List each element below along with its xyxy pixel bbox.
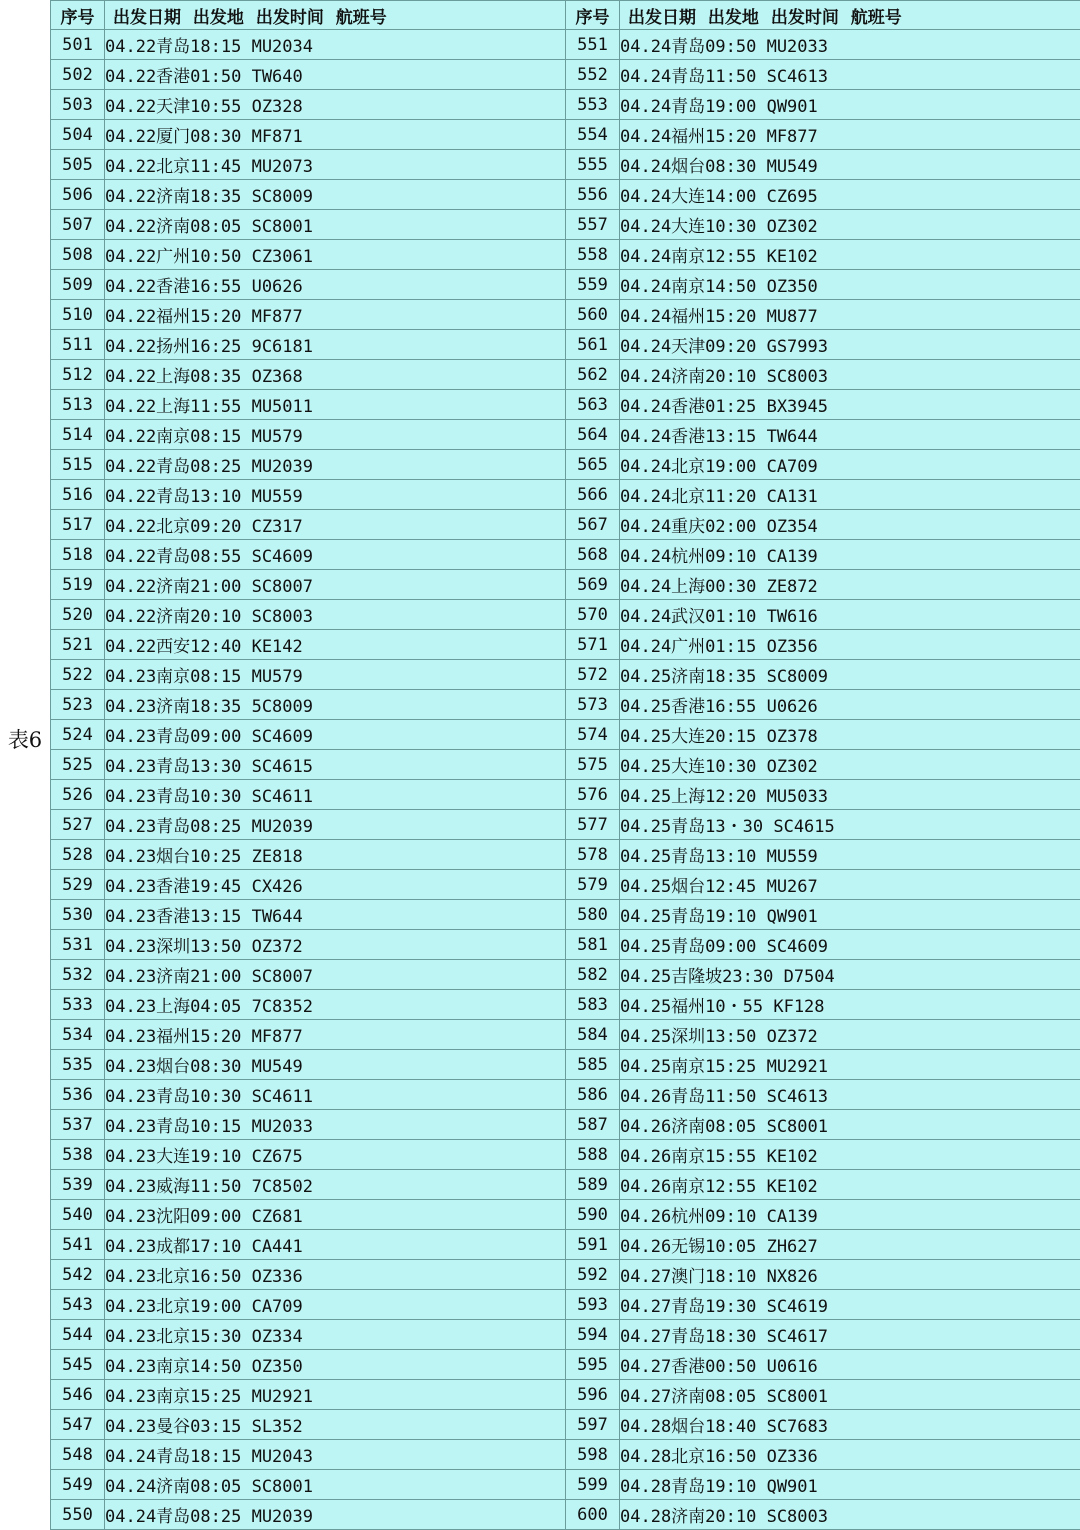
row-number-cell: 527 — [51, 810, 105, 840]
flight-info-cell: 04.26南京12:55 KE102 — [620, 1170, 1080, 1200]
row-number-cell: 581 — [566, 930, 620, 960]
row-number-cell: 533 — [51, 990, 105, 1020]
table-row — [51, 150, 1080, 180]
row-number-cell: 554 — [566, 120, 620, 150]
flight-info-cell: 04.23青岛08:25 MU2039 — [105, 810, 566, 840]
flight-info-cell: 04.27青岛18:30 SC4617 — [620, 1320, 1080, 1350]
table-row — [51, 1440, 1080, 1470]
row-number-cell: 516 — [51, 480, 105, 510]
row-number-cell: 526 — [51, 780, 105, 810]
row-number-cell: 555 — [566, 150, 620, 180]
flight-info-cell: 04.24武汉01:10 TW616 — [620, 600, 1080, 630]
flight-info-cell: 04.24南京14:50 OZ350 — [620, 270, 1080, 300]
table-row — [51, 1080, 1080, 1110]
table-row — [51, 330, 1080, 360]
table-row — [51, 1500, 1080, 1530]
table-row — [51, 1350, 1080, 1380]
row-number-cell: 513 — [51, 390, 105, 420]
row-number-cell: 530 — [51, 900, 105, 930]
table-row — [51, 480, 1080, 510]
flight-info-cell: 04.24大连14:00 CZ695 — [620, 180, 1080, 210]
row-number-cell: 512 — [51, 360, 105, 390]
flight-info-cell: 04.24重庆02:00 OZ354 — [620, 510, 1080, 540]
row-number-cell: 576 — [566, 780, 620, 810]
row-number-cell: 550 — [51, 1500, 105, 1530]
header-no-right: 序号 — [566, 1, 620, 30]
row-number-cell: 503 — [51, 90, 105, 120]
flight-info-cell: 04.24天津09:20 GS7993 — [620, 330, 1080, 360]
flight-info-cell: 04.24青岛11:50 SC4613 — [620, 60, 1080, 90]
row-number-cell: 531 — [51, 930, 105, 960]
flight-info-cell: 04.25济南18:35 SC8009 — [620, 660, 1080, 690]
table-label: 表6 — [0, 0, 50, 1477]
flight-info-cell: 04.25福州10・55 KF128 — [620, 990, 1080, 1020]
row-number-cell: 505 — [51, 150, 105, 180]
flight-info-cell: 04.27济南08:05 SC8001 — [620, 1380, 1080, 1410]
flight-info-cell: 04.28烟台18:40 SC7683 — [620, 1410, 1080, 1440]
table-row — [51, 1230, 1080, 1260]
flight-info-cell: 04.25青岛19:10 QW901 — [620, 900, 1080, 930]
flight-info-cell: 04.23大连19:10 CZ675 — [105, 1140, 566, 1170]
row-number-cell: 563 — [566, 390, 620, 420]
row-number-cell: 525 — [51, 750, 105, 780]
flight-info-cell: 04.24青岛18:15 MU2043 — [105, 1440, 566, 1470]
row-number-cell: 578 — [566, 840, 620, 870]
table-row — [51, 1200, 1080, 1230]
row-number-cell: 591 — [566, 1230, 620, 1260]
flight-info-cell: 04.25南京15:25 MU2921 — [620, 1050, 1080, 1080]
row-number-cell: 575 — [566, 750, 620, 780]
flight-info-cell: 04.23青岛13:30 SC4615 — [105, 750, 566, 780]
table-row — [51, 1380, 1080, 1410]
row-number-cell: 590 — [566, 1200, 620, 1230]
flight-info-cell: 04.24香港01:25 BX3945 — [620, 390, 1080, 420]
row-number-cell: 583 — [566, 990, 620, 1020]
row-number-cell: 537 — [51, 1110, 105, 1140]
table-row — [51, 780, 1080, 810]
flight-info-cell: 04.23北京16:50 OZ336 — [105, 1260, 566, 1290]
flight-info-cell: 04.24青岛19:00 QW901 — [620, 90, 1080, 120]
flight-info-cell: 04.24福州15:20 MU877 — [620, 300, 1080, 330]
row-number-cell: 577 — [566, 810, 620, 840]
flight-info-cell: 04.23青岛09:00 SC4609 — [105, 720, 566, 750]
table-row — [51, 450, 1080, 480]
row-number-cell: 573 — [566, 690, 620, 720]
flight-info-cell: 04.23烟台10:25 ZE818 — [105, 840, 566, 870]
flight-info-cell: 04.26杭州09:10 CA139 — [620, 1200, 1080, 1230]
table-row — [51, 1020, 1080, 1050]
row-number-cell: 598 — [566, 1440, 620, 1470]
flight-info-cell: 04.22济南20:10 SC8003 — [105, 600, 566, 630]
flight-info-cell: 04.23沈阳09:00 CZ681 — [105, 1200, 566, 1230]
flight-info-cell: 04.25吉隆坡23:30 D7504 — [620, 960, 1080, 990]
flight-info-cell: 04.22北京09:20 CZ317 — [105, 510, 566, 540]
row-number-cell: 588 — [566, 1140, 620, 1170]
table-row — [51, 570, 1080, 600]
table-row — [51, 990, 1080, 1020]
row-number-cell: 592 — [566, 1260, 620, 1290]
row-number-cell: 567 — [566, 510, 620, 540]
flight-info-cell: 04.23成都17:10 CA441 — [105, 1230, 566, 1260]
row-number-cell: 529 — [51, 870, 105, 900]
flight-info-cell: 04.23深圳13:50 OZ372 — [105, 930, 566, 960]
flight-info-cell: 04.23青岛10:15 MU2033 — [105, 1110, 566, 1140]
row-number-cell: 502 — [51, 60, 105, 90]
table-row — [51, 1140, 1080, 1170]
table-row — [51, 120, 1080, 150]
table-row — [51, 870, 1080, 900]
row-number-cell: 558 — [566, 240, 620, 270]
flight-info-cell: 04.25烟台12:45 MU267 — [620, 870, 1080, 900]
row-number-cell: 580 — [566, 900, 620, 930]
flight-info-cell: 04.25青岛13・30 SC4615 — [620, 810, 1080, 840]
flight-info-cell: 04.22上海08:35 OZ368 — [105, 360, 566, 390]
flight-info-cell: 04.24北京11:20 CA131 — [620, 480, 1080, 510]
flight-info-cell: 04.25深圳13:50 OZ372 — [620, 1020, 1080, 1050]
table-row — [51, 1320, 1080, 1350]
flight-info-cell: 04.23香港13:15 TW644 — [105, 900, 566, 930]
row-number-cell: 539 — [51, 1170, 105, 1200]
table-row — [51, 1260, 1080, 1290]
flight-info-cell: 04.24青岛08:25 MU2039 — [105, 1500, 566, 1530]
table-row — [51, 1170, 1080, 1200]
row-number-cell: 509 — [51, 270, 105, 300]
flight-info-cell: 04.23北京15:30 OZ334 — [105, 1320, 566, 1350]
flight-info-cell: 04.22青岛18:15 MU2034 — [105, 30, 566, 60]
row-number-cell: 548 — [51, 1440, 105, 1470]
flight-info-cell: 04.22济南08:05 SC8001 — [105, 210, 566, 240]
flight-info-cell: 04.24上海00:30 ZE872 — [620, 570, 1080, 600]
row-number-cell: 519 — [51, 570, 105, 600]
row-number-cell: 545 — [51, 1350, 105, 1380]
row-number-cell: 579 — [566, 870, 620, 900]
flight-info-cell: 04.25上海12:20 MU5033 — [620, 780, 1080, 810]
row-number-cell: 543 — [51, 1290, 105, 1320]
flight-info-cell: 04.22青岛08:25 MU2039 — [105, 450, 566, 480]
row-number-cell: 541 — [51, 1230, 105, 1260]
flight-info-cell: 04.25青岛09:00 SC4609 — [620, 930, 1080, 960]
flight-info-cell: 04.22济南21:00 SC8007 — [105, 570, 566, 600]
row-number-cell: 570 — [566, 600, 620, 630]
flight-info-cell: 04.24广州01:15 OZ356 — [620, 630, 1080, 660]
table-row — [51, 1470, 1080, 1500]
table-row — [51, 690, 1080, 720]
table-row — [51, 90, 1080, 120]
flight-info-cell: 04.26济南08:05 SC8001 — [620, 1110, 1080, 1140]
flight-info-cell: 04.27澳门18:10 NX826 — [620, 1260, 1080, 1290]
row-number-cell: 518 — [51, 540, 105, 570]
table-row — [51, 510, 1080, 540]
table-row — [51, 540, 1080, 570]
table-row — [51, 900, 1080, 930]
row-number-cell: 532 — [51, 960, 105, 990]
flight-info-cell: 04.23济南18:35 5C8009 — [105, 690, 566, 720]
flight-info-cell: 04.24济南08:05 SC8001 — [105, 1470, 566, 1500]
row-number-cell: 546 — [51, 1380, 105, 1410]
table-row — [51, 960, 1080, 990]
table-row — [51, 810, 1080, 840]
row-number-cell: 536 — [51, 1080, 105, 1110]
flight-info-cell: 04.24烟台08:30 MU549 — [620, 150, 1080, 180]
row-number-cell: 552 — [566, 60, 620, 90]
row-number-cell: 594 — [566, 1320, 620, 1350]
row-number-cell: 561 — [566, 330, 620, 360]
row-number-cell: 547 — [51, 1410, 105, 1440]
flight-info-cell: 04.23南京15:25 MU2921 — [105, 1380, 566, 1410]
row-number-cell: 511 — [51, 330, 105, 360]
row-number-cell: 565 — [566, 450, 620, 480]
flight-info-cell: 04.25青岛13:10 MU559 — [620, 840, 1080, 870]
flight-info-cell: 04.24青岛09:50 MU2033 — [620, 30, 1080, 60]
flight-info-cell: 04.26南京15:55 KE102 — [620, 1140, 1080, 1170]
flight-info-cell: 04.22西安12:40 KE142 — [105, 630, 566, 660]
row-number-cell: 508 — [51, 240, 105, 270]
row-number-cell: 520 — [51, 600, 105, 630]
table-row — [51, 750, 1080, 780]
row-number-cell: 595 — [566, 1350, 620, 1380]
table-row — [51, 720, 1080, 750]
table-row — [51, 420, 1080, 450]
header-details-left: 出发日期 出发地 出发时间 航班号 — [105, 1, 566, 30]
flight-info-cell: 04.23南京14:50 OZ350 — [105, 1350, 566, 1380]
flight-info-cell: 04.23福州15:20 MF877 — [105, 1020, 566, 1050]
flight-info-cell: 04.23北京19:00 CA709 — [105, 1290, 566, 1320]
table-row — [51, 660, 1080, 690]
table-row — [51, 300, 1080, 330]
row-number-cell: 522 — [51, 660, 105, 690]
flight-info-cell: 04.23南京08:15 MU579 — [105, 660, 566, 690]
flight-info-cell: 04.23上海04:05 7C8352 — [105, 990, 566, 1020]
flight-info-cell: 04.26无锡10:05 ZH627 — [620, 1230, 1080, 1260]
row-number-cell: 556 — [566, 180, 620, 210]
row-number-cell: 574 — [566, 720, 620, 750]
table-row — [51, 210, 1080, 240]
flight-info-cell: 04.23香港19:45 CX426 — [105, 870, 566, 900]
row-number-cell: 586 — [566, 1080, 620, 1110]
row-number-cell: 599 — [566, 1470, 620, 1500]
row-number-cell: 524 — [51, 720, 105, 750]
table-row — [51, 390, 1080, 420]
flight-info-cell: 04.28北京16:50 OZ336 — [620, 1440, 1080, 1470]
row-number-cell: 553 — [566, 90, 620, 120]
row-number-cell: 564 — [566, 420, 620, 450]
row-number-cell: 572 — [566, 660, 620, 690]
row-number-cell: 501 — [51, 30, 105, 60]
table-row — [51, 180, 1080, 210]
table-row — [51, 60, 1080, 90]
row-number-cell: 596 — [566, 1380, 620, 1410]
row-number-cell: 514 — [51, 420, 105, 450]
row-number-cell: 557 — [566, 210, 620, 240]
row-number-cell: 600 — [566, 1500, 620, 1530]
row-number-cell: 585 — [566, 1050, 620, 1080]
flight-info-cell: 04.27青岛19:30 SC4619 — [620, 1290, 1080, 1320]
flight-info-cell: 04.22厦门08:30 MF871 — [105, 120, 566, 150]
row-number-cell: 568 — [566, 540, 620, 570]
flight-info-cell: 04.22天津10:55 OZ328 — [105, 90, 566, 120]
row-number-cell: 582 — [566, 960, 620, 990]
flight-info-cell: 04.25香港16:55 U0626 — [620, 690, 1080, 720]
flight-info-cell: 04.25大连10:30 OZ302 — [620, 750, 1080, 780]
table-row — [51, 360, 1080, 390]
flight-info-cell: 04.22青岛08:55 SC4609 — [105, 540, 566, 570]
row-number-cell: 538 — [51, 1140, 105, 1170]
flight-info-cell: 04.24福州15:20 MF877 — [620, 120, 1080, 150]
table-row — [51, 240, 1080, 270]
flight-info-cell: 04.23威海11:50 7C8502 — [105, 1170, 566, 1200]
table-row — [51, 840, 1080, 870]
flight-info-cell: 04.24南京12:55 KE102 — [620, 240, 1080, 270]
row-number-cell: 542 — [51, 1260, 105, 1290]
flight-info-cell: 04.22青岛13:10 MU559 — [105, 480, 566, 510]
row-number-cell: 571 — [566, 630, 620, 660]
flight-info-cell: 04.28济南20:10 SC8003 — [620, 1500, 1080, 1530]
row-number-cell: 587 — [566, 1110, 620, 1140]
flight-info-cell: 04.24大连10:30 OZ302 — [620, 210, 1080, 240]
flight-info-cell: 04.22北京11:45 MU2073 — [105, 150, 566, 180]
table-row — [51, 1050, 1080, 1080]
flight-info-cell: 04.27香港00:50 U0616 — [620, 1350, 1080, 1380]
row-number-cell: 569 — [566, 570, 620, 600]
row-number-cell: 540 — [51, 1200, 105, 1230]
row-number-cell: 559 — [566, 270, 620, 300]
flight-info-cell: 04.22上海11:55 MU5011 — [105, 390, 566, 420]
row-number-cell: 566 — [566, 480, 620, 510]
flight-info-cell: 04.23济南21:00 SC8007 — [105, 960, 566, 990]
row-number-cell: 515 — [51, 450, 105, 480]
row-number-cell: 507 — [51, 210, 105, 240]
flight-info-cell: 04.24杭州09:10 CA139 — [620, 540, 1080, 570]
table-row — [51, 1410, 1080, 1440]
table-row — [51, 630, 1080, 660]
flight-info-cell: 04.22广州10:50 CZ3061 — [105, 240, 566, 270]
flight-info-cell: 04.22济南18:35 SC8009 — [105, 180, 566, 210]
flight-info-cell: 04.23青岛10:30 SC4611 — [105, 780, 566, 810]
row-number-cell: 510 — [51, 300, 105, 330]
flight-info-cell: 04.25大连20:15 OZ378 — [620, 720, 1080, 750]
row-number-cell: 560 — [566, 300, 620, 330]
row-number-cell: 584 — [566, 1020, 620, 1050]
flight-table — [50, 0, 1080, 1530]
row-number-cell: 562 — [566, 360, 620, 390]
header-row — [51, 1, 1080, 30]
table-row — [51, 270, 1080, 300]
table-row — [51, 1110, 1080, 1140]
row-number-cell: 589 — [566, 1170, 620, 1200]
table-row — [51, 930, 1080, 960]
row-number-cell: 506 — [51, 180, 105, 210]
flight-info-cell: 04.22南京08:15 MU579 — [105, 420, 566, 450]
header-details-right: 出发日期 出发地 出发时间 航班号 — [620, 1, 1080, 30]
table-row — [51, 30, 1080, 60]
row-number-cell: 551 — [566, 30, 620, 60]
flight-info-cell: 04.23烟台08:30 MU549 — [105, 1050, 566, 1080]
row-number-cell: 549 — [51, 1470, 105, 1500]
flight-info-cell: 04.23曼谷03:15 SL352 — [105, 1410, 566, 1440]
flight-info-cell: 04.28青岛19:10 QW901 — [620, 1470, 1080, 1500]
row-number-cell: 517 — [51, 510, 105, 540]
flight-info-cell: 04.23青岛10:30 SC4611 — [105, 1080, 566, 1110]
flight-info-cell: 04.24济南20:10 SC8003 — [620, 360, 1080, 390]
row-number-cell: 593 — [566, 1290, 620, 1320]
row-number-cell: 597 — [566, 1410, 620, 1440]
row-number-cell: 534 — [51, 1020, 105, 1050]
row-number-cell: 523 — [51, 690, 105, 720]
flight-info-cell: 04.24北京19:00 CA709 — [620, 450, 1080, 480]
row-number-cell: 528 — [51, 840, 105, 870]
row-number-cell: 544 — [51, 1320, 105, 1350]
flight-info-cell: 04.24香港13:15 TW644 — [620, 420, 1080, 450]
flight-info-cell: 04.26青岛11:50 SC4613 — [620, 1080, 1080, 1110]
row-number-cell: 535 — [51, 1050, 105, 1080]
table-row — [51, 600, 1080, 630]
flight-info-cell: 04.22福州15:20 MF877 — [105, 300, 566, 330]
row-number-cell: 521 — [51, 630, 105, 660]
table-row — [51, 1290, 1080, 1320]
flight-info-cell: 04.22香港16:55 U0626 — [105, 270, 566, 300]
flight-info-cell: 04.22扬州16:25 9C6181 — [105, 330, 566, 360]
header-no-left: 序号 — [51, 1, 105, 30]
flight-info-cell: 04.22香港01:50 TW640 — [105, 60, 566, 90]
row-number-cell: 504 — [51, 120, 105, 150]
